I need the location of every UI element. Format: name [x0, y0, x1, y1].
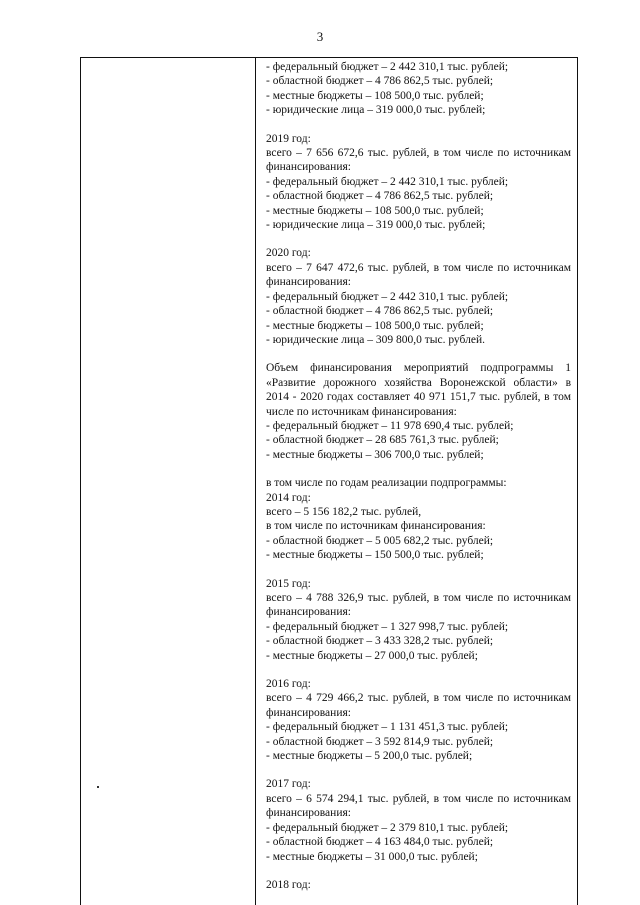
financing-text-cell	[266, 60, 571, 892]
text-line: 2018 год:	[266, 878, 311, 891]
text-line: - федеральный бюджет – 11 978 690,4 тыс. рублей;	[266, 419, 514, 432]
column-divider	[255, 58, 256, 905]
text-line: - местные бюджеты – 108 500,0 тыс. рублей;	[266, 204, 484, 217]
text-line: финансирования:	[266, 161, 351, 174]
scan-artifact-dot	[97, 786, 99, 788]
text-block	[266, 60, 571, 118]
text-line: 2014 год:	[266, 491, 311, 504]
text-line: - областной бюджет – 4 786 862,5 тыс. рублей;	[266, 190, 494, 203]
text-line: 2016 год:	[266, 678, 311, 691]
text-line: - местные бюджеты – 150 500,0 тыс. рублей;	[266, 549, 484, 562]
text-line: финансирования:	[266, 706, 351, 719]
page-number: 3	[316, 29, 324, 44]
text-line: - федеральный бюджет – 1 327 998,7 тыс. рублей;	[266, 620, 509, 633]
text-line: всего – 7 656 672,6 тыс. рублей, в том числе по источникам	[266, 147, 571, 160]
paragraph-gap	[266, 118, 571, 132]
paragraph-gap	[266, 347, 571, 361]
text-line: - местные бюджеты – 5 200,0 тыс. рублей;	[266, 750, 473, 763]
text-line: «Развитие дорожного хозяйства Воронежской области» в	[266, 376, 571, 389]
text-line: - областной бюджет – 4 786 862,5 тыс. рублей;	[266, 305, 494, 318]
text-line: - юридические лица – 319 000,0 тыс. рублей;	[266, 219, 486, 232]
text-line: - местные бюджеты – 31 000,0 тыс. рублей;	[266, 850, 478, 863]
text-line: Объем финансирования мероприятий подпрограммы 1	[266, 362, 571, 375]
text-block	[266, 476, 571, 562]
text-line: - федеральный бюджет – 2 379 810,1 тыс. рублей;	[266, 821, 509, 834]
text-line: всего – 7 647 472,6 тыс. рублей, в том числе по источникам	[266, 261, 571, 274]
text-line: - областной бюджет – 28 685 761,3 тыс. рублей;	[266, 434, 499, 447]
text-line: - местные бюджеты – 27 000,0 тыс. рублей;	[266, 649, 478, 662]
text-line: в том числе по годам реализации подпрограммы:	[266, 477, 507, 490]
paragraph-gap	[266, 763, 571, 777]
text-block	[266, 132, 571, 233]
text-line: - областной бюджет – 4 163 484,0 тыс. рублей;	[266, 836, 494, 849]
text-line: числе по источникам финансирования:	[266, 405, 457, 418]
text-line: всего – 4 729 466,2 тыс. рублей, в том числе по источникам	[266, 692, 571, 705]
text-line: 2017 год:	[266, 778, 311, 791]
text-line: - федеральный бюджет – 2 442 310,1 тыс. рублей;	[266, 61, 509, 73]
text-block	[266, 246, 571, 347]
text-block	[266, 878, 571, 892]
text-line: - областной бюджет – 4 786 862,5 тыс. рублей;	[266, 75, 494, 88]
text-line: - местные бюджеты – 108 500,0 тыс. рублей;	[266, 319, 484, 332]
paragraph-gap	[266, 232, 571, 246]
paragraph-gap	[266, 563, 571, 577]
financing-table	[80, 57, 578, 905]
text-line: - юридические лица – 319 000,0 тыс. рублей;	[266, 104, 486, 117]
text-line: 2019 год:	[266, 132, 311, 145]
text-block	[266, 677, 571, 763]
text-line: - федеральный бюджет – 2 442 310,1 тыс. рублей;	[266, 290, 509, 303]
text-line: - областной бюджет – 5 005 682,2 тыс. рублей;	[266, 534, 494, 547]
text-block	[266, 361, 571, 462]
text-line: 2015 год:	[266, 577, 311, 590]
text-line: - федеральный бюджет – 2 442 310,1 тыс. рублей;	[266, 175, 509, 188]
paragraph-gap	[266, 663, 571, 677]
text-line: - областной бюджет – 3 592 814,9 тыс. рублей;	[266, 735, 494, 748]
text-line: всего – 5 156 182,2 тыс. рублей,	[266, 505, 422, 518]
paragraph-gap	[266, 864, 571, 878]
text-line: - областной бюджет – 3 433 328,2 тыс. рублей;	[266, 635, 494, 648]
text-line: - юридические лица – 309 800,0 тыс. рублей.	[266, 333, 485, 346]
text-line: - местные бюджеты – 306 700,0 тыс. рублей;	[266, 448, 484, 461]
text-line: всего – 6 574 294,1 тыс. рублей, в том числе по источникам	[266, 792, 571, 805]
text-line: 2014 - 2020 годах составляет 40 971 151,7 тыс. рублей, в том	[266, 391, 571, 404]
text-block	[266, 777, 571, 863]
paragraph-gap	[266, 462, 571, 476]
text-line: финансирования:	[266, 276, 351, 289]
text-line: финансирования:	[266, 606, 351, 619]
text-line: 2020 год:	[266, 247, 311, 260]
text-line: финансирования:	[266, 807, 351, 820]
text-line: в том числе по источникам финансирования:	[266, 520, 486, 533]
text-line: - федеральный бюджет – 1 131 451,3 тыс. рублей;	[266, 721, 509, 734]
text-block	[266, 577, 571, 663]
text-line: - местные бюджеты – 108 500,0 тыс. рублей;	[266, 89, 484, 102]
text-line: всего – 4 788 326,9 тыс. рублей, в том числе по источникам	[266, 592, 571, 604]
